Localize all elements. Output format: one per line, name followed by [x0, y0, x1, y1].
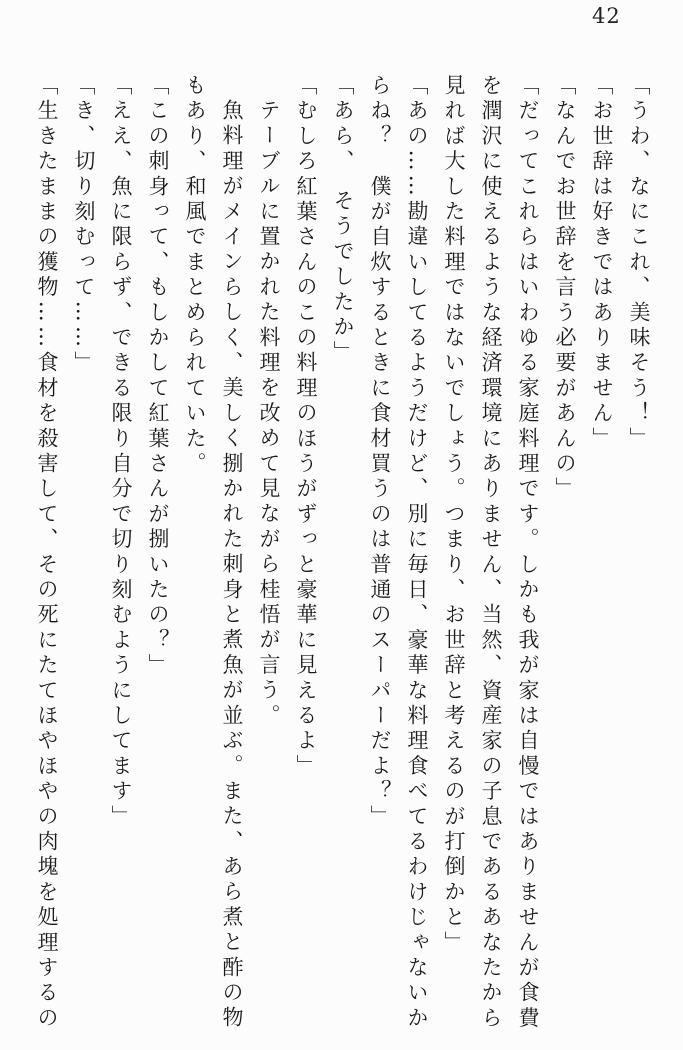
text-line: を潤沢に使えるような経済環境にありません、当然、資産家の子息であるあなたから: [479, 74, 503, 1032]
text-line: 「あら、 そうでしたか」: [331, 74, 355, 366]
text-line: 魚料理がメインらしく、美しく捌かれた刺身と煮魚が並ぶ。また、あら煮と酢の物: [220, 99, 244, 1032]
page-number: 42: [592, 4, 621, 28]
text-line: テーブルに置かれた料理を改めて見ながら桂悟が言う。: [257, 99, 281, 729]
text-line: 「お世辞は好きではありません」: [590, 74, 614, 452]
text-line: 「むしろ紅葉さんのこの料理のほうがずっと豪華に見えるよ」: [294, 74, 318, 780]
text-line: もあり、和風でまとめられていた。: [183, 74, 207, 478]
text-line: らね？ 僕が自炊するときに食材買うのは普通のスーパーだよ？」: [368, 74, 392, 830]
text-line: 「この刺身って、もしかして紅葉さんが捌いたの？」: [146, 74, 170, 679]
text-line: 見れば大した料理ではないでしょう。つまり、お世辞と考えるのが打倒かと」: [442, 74, 466, 956]
text-line: 「うわ、なにこれ、美味そう！」: [627, 74, 651, 452]
text-line: 「き、切り刻むって……」: [72, 74, 96, 377]
text-line: 「ええ、魚に限らず、できる限り自分で切り刻むようにしてます」: [109, 74, 133, 830]
text-line: 「生きたままの獲物……食材を殺害して、その死にたてほやほやの肉塊を処理するの: [35, 74, 59, 1032]
text-line: 「なんでお世辞を言う必要があんの」: [553, 74, 577, 503]
body-text: [28, 74, 657, 1032]
text-line: 「あの……勘違いしてるようだけど、別に毎日、豪華な料理食べてるわけじゃないか: [405, 74, 429, 1032]
text-line: 「だってこれらはいわゆる家庭料理です。しかも我が家は自慢ではありませんが食費: [516, 74, 540, 1032]
